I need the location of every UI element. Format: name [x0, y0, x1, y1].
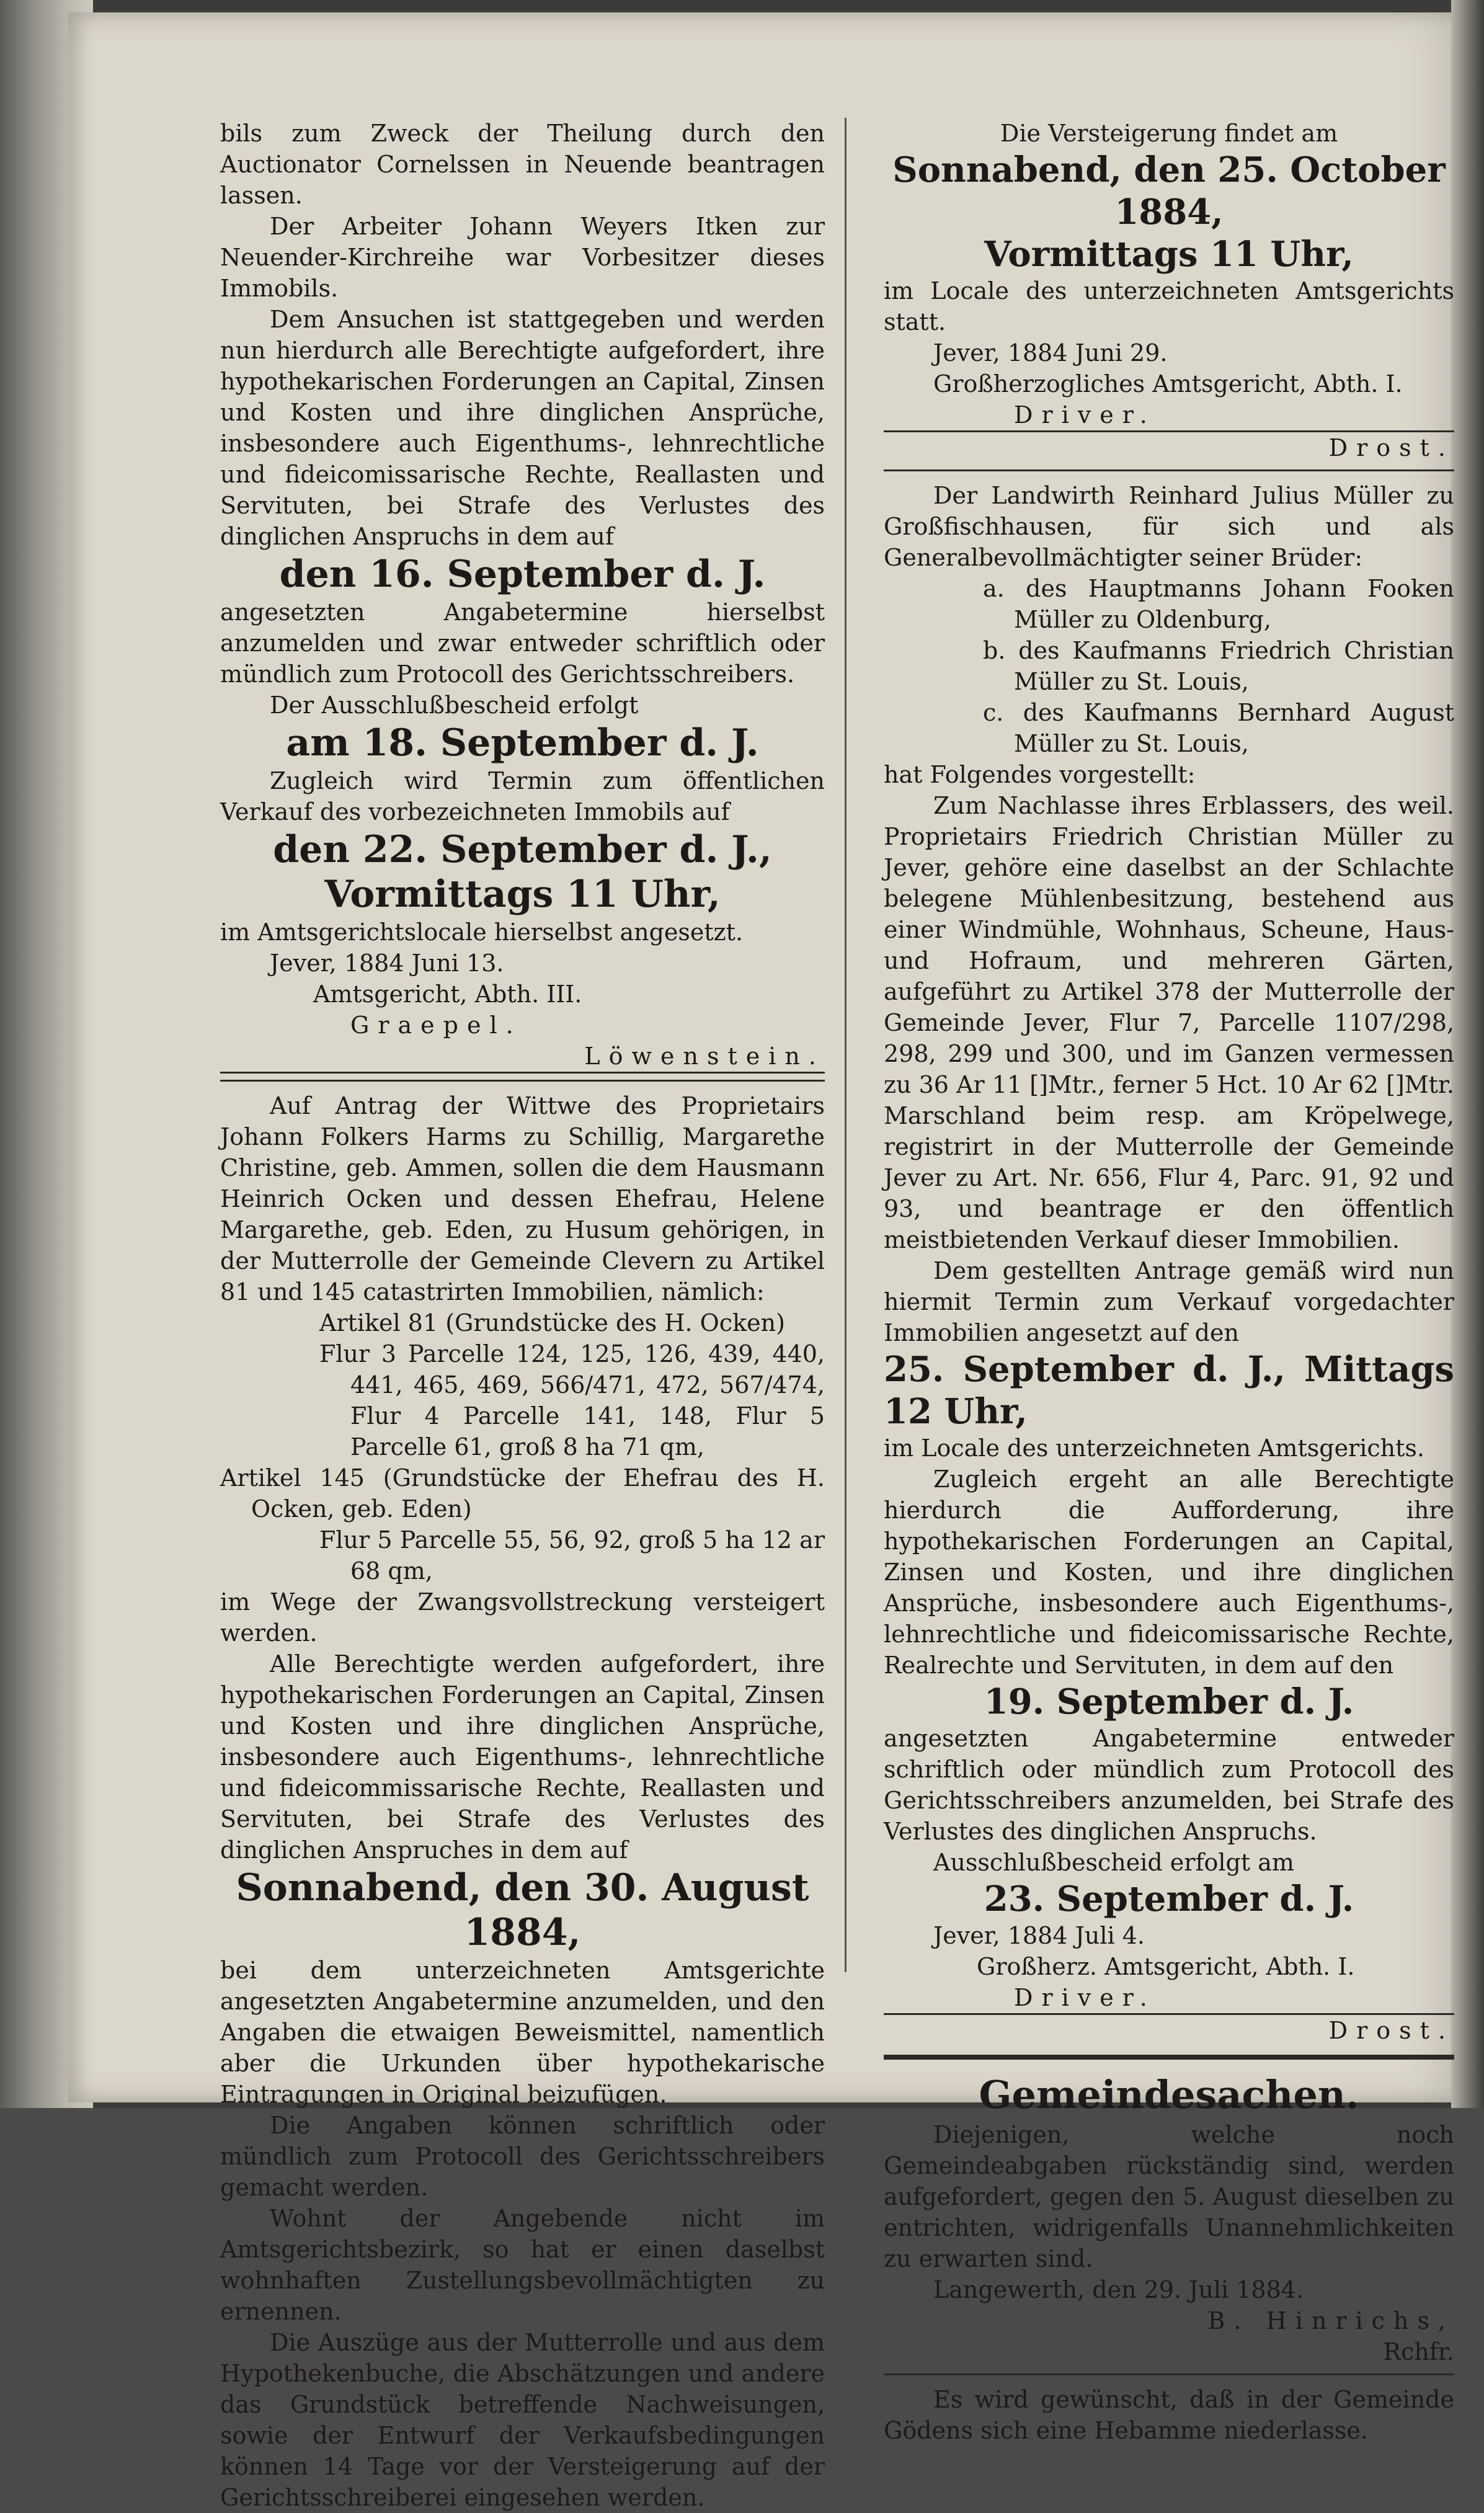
notice-divider [884, 469, 1454, 471]
paragraph: im Amtsgerichtslocale hierselbst angesetzt. [220, 918, 744, 946]
signature-clerk: Drost. [1328, 434, 1454, 461]
paragraph: Es wird gewünscht, daß in der Gemeinde Gödens sich eine Hebamme niederlasse. [884, 2386, 1454, 2444]
paragraph: Der Ausschlußbescheid erfolgt [270, 692, 639, 719]
column-rule [845, 118, 846, 1972]
headline-date: 23. September d. J. [984, 1879, 1354, 1919]
notice-hebamme [884, 2384, 1454, 2446]
notice-cornelssen [220, 118, 825, 1074]
notice-divider [220, 1080, 825, 1082]
place-date: Jever, 1884 Juni 29. [933, 339, 1168, 367]
section-gemeindesachen [884, 2071, 1454, 2367]
list-item: c. des Kaufmanns Bernhard August Müller zu St. Louis, [983, 699, 1454, 757]
paragraph: im Locale des unterzeichneten Amtsgerichts statt. [884, 277, 1454, 336]
place-date: Jever, 1884 Juni 13. [270, 950, 504, 977]
paragraph: Diejenigen, welche noch Gemeindeabgaben rückständig sind, werden aufgefordert, gegen den 5. August dieselben zu entrichten, widrigenfalls Unannehmlichkeiten zu erwarten sind. [884, 2121, 1454, 2272]
headline-date: den 16. September d. J. [279, 553, 766, 596]
paragraph: Zum Nachlasse ihres Erblassers, des weil. Proprietairs Friedrich Christian Müller zu Jever, gehöre eine daselbst an der Schlachte belegene Mühlenbesitzung, bestehend aus einer Windmühle, Wohnhaus, Scheune, Haus- und Hofraum, und mehreren Gärten, aufgeführt zu Artikel 378 der Mutterrolle der Gemeinde Jever, Flur 7, Parcelle 1107/298, 298, 299 und 300, und im Ganzen vermessen zu 36 Ar 11 []Mtr., ferner 5 Hct. 10 Ar 62 []Mtr. Marschland beim resp. am Kröpelwege, registrirt in der Mutterrolle der Gemeinde Jever zu Art. Nr. 656, Flur 4, Parc. 91, 92 und 93, und beantrage er den öffentlich meistbietenden Verkauf dieser Immobilien. [884, 792, 1454, 1253]
signature-judge: Driver. [884, 399, 1454, 432]
paragraph: Zugleich wird Termin zum öffentlichen Verkauf des vorbezeichneten Immobils auf [220, 767, 825, 825]
paragraph: Die Auszüge aus der Mutterrolle und aus dem Hypothekenbuche, die Abschätzungen und andere das Grundstück betreffende Nachweisungen, sowie der Entwurf der Verkaufsbedingungen können 14 Tage vor der Versteigerung auf der Gerichtsschreiberei eingesehen werden. [220, 2329, 825, 2511]
place-date: Langewerth, den 29. Juli 1884. [933, 2276, 1304, 2303]
notice-mueller [884, 480, 1454, 2046]
book-gutter-right [1451, 0, 1484, 2108]
paragraph: hat Folgendes vorgestellt: [884, 761, 1196, 788]
paragraph: Die Angaben können schriftlich oder mündlich zum Protocoll des Gerichtsschreibers gemacht werden. [220, 2112, 825, 2201]
paragraph: Ausschlußbescheid erfolgt am [933, 1849, 1294, 1876]
paragraph: Alle Berechtigte werden aufgefordert, ihre hypothekarischen Forderungen an Capital, Zinsen und Kosten und ihre dinglichen Ansprüche, insbesondere auch Eigenthums-, lehnrechtliche und fideicommissarische Rechte, Reallasten und Servituten, bei Strafe des Verlustes des dinglichen Anspruches in dem auf [220, 1650, 825, 1864]
parcel-article: Artikel 145 (Grundstücke der Ehefrau des H. Ocken, geb. Eden) [220, 1464, 825, 1523]
place-date: Jever, 1884 Juli 4. [933, 1922, 1145, 1949]
list-item: b. des Kaufmanns Friedrich Christian Müller zu St. Louis, [983, 637, 1454, 695]
headline-date: den 22. September d. J., [273, 828, 772, 871]
notice-divider [884, 2373, 1454, 2375]
parcel-list: Flur 5 Parcelle 55, 56, 92, groß 5 ha 12 ar 68 qm, [319, 1526, 825, 1585]
left-column [220, 118, 825, 2513]
notice-harms [220, 1090, 825, 2513]
paragraph: Auf Antrag der Wittwe des Proprietairs Johann Folkers Harms zu Schillig, Margarethe Christine, geb. Ammen, sollen die dem Hausmann Heinrich Ocken und dessen Ehefrau, Helene Margarethe, geb. Eden, zu Husum gehörigen, in der Mutterrolle der Gemeinde Clevern zu Artikel 81 und 145 catastrirten Immobilien, nämlich: [220, 1092, 825, 1305]
headline-time: Vormittags 11 Uhr, [984, 234, 1354, 275]
section-heading: Gemeindesachen. [979, 2072, 1359, 2117]
parcel-list: Flur 3 Parcelle 124, 125, 126, 439, 440, 441, 465, 469, 566/471, 472, 567/474, Flur 4 Parcelle 141, 148, Flur 5 Parcelle 61, groß 8 ha 71 qm, [319, 1340, 825, 1461]
court-name: Großherz. Amtsgericht, Abth. I. [977, 1953, 1355, 1980]
court-name: Amtsgericht, Abth. III. [313, 981, 582, 1008]
headline-date: 19. September d. J. [984, 1681, 1354, 1722]
paragraph: im Wege der Zwangsvollstreckung versteigert werden. [220, 1588, 825, 1647]
headline-date: Sonnabend, den 25. October 1884, [892, 149, 1446, 233]
right-column [884, 118, 1454, 2446]
paragraph: angesetzten Angabetermine hierselbst anzumelden und zwar entweder schriftlich oder mündlich zum Protocoll des Gerichtsschreibers. [220, 598, 825, 688]
paragraph: Der Landwirth Reinhard Julius Müller zu Großfischhausen, für sich und als Generalbevollmächtigter seiner Brüder: [884, 482, 1454, 571]
signature-judge: Graepel. [350, 1012, 522, 1039]
headline-time: Vormittags 11 Uhr, [324, 873, 721, 916]
notice-versteigerung [884, 118, 1454, 463]
paragraph: Der Arbeiter Johann Weyers Itken zur Neuender-Kirchreihe war Vorbesitzer dieses Immobils. [220, 213, 825, 302]
paragraph: Dem gestellten Antrage gemäß wird nun hiermit Termin zum Verkauf vorgedachter Immobilien angesetzt auf den [884, 1257, 1454, 1346]
paragraph: Wohnt der Angebende nicht im Amtsgerichtsbezirk, so hat er einen daselbst wohnhaften Zustellungsbevollmächtigten zu ernennen. [220, 2205, 825, 2325]
paragraph: bils zum Zweck der Theilung durch den Auctionator Cornelssen in Neuende beantragen lassen. [220, 120, 825, 209]
signature-name: B. Hinrichs, [1207, 2307, 1454, 2334]
signature-clerk: Löwenstein. [220, 1041, 825, 1074]
paragraph: Zugleich ergeht an alle Berechtigte hierdurch die Aufforderung, ihre hypothekarischen Forderungen an Capital, Zinsen und Kosten, und ihre dinglichen Ansprüche, insbesondere auch Eigenthums-, lehnrechtliche und fideicomissarische Rechte, Realrechte und Servituten, in dem auf den [884, 1466, 1454, 1679]
signature-title: Rchfr. [1383, 2338, 1454, 2365]
headline-date: am 18. September d. J. [286, 721, 759, 765]
paragraph: Dem Ansuchen ist stattgegeben und werden nun hierdurch alle Berechtigte aufgefordert, ihre hypothekarischen Forderungen an Capital, Zinsen und Kosten und ihre dinglichen Ansprüche, insbesondere auch Eigenthums-, lehnrechtliche und fideicomissarische Rechte, Reallasten und Servituten, bei Strafe des Verlustes des dinglichen Anspruchs in dem auf [220, 306, 825, 550]
headline-date: 25. September d. J., Mittags 12 Uhr, [884, 1349, 1454, 1432]
court-name: Großherzogliches Amtsgericht, Abth. I. [933, 370, 1403, 398]
parcel-article: Artikel 81 (Grundstücke des H. Ocken) [319, 1309, 785, 1337]
section-divider [884, 2055, 1454, 2060]
signature-judge: Driver. [884, 1982, 1454, 2015]
paragraph: im Locale des unterzeichneten Amtsgerichts. [884, 1434, 1424, 1462]
paragraph: angesetzten Angabetermine entweder schriftlich oder mündlich zum Protocoll des Gerichtsschreibers anzumelden, bei Strafe des Verlustes des dinglichen Anspruchs. [884, 1725, 1454, 1845]
list-item: a. des Hauptmanns Johann Fooken Müller zu Oldenburg, [983, 575, 1454, 633]
paragraph: Die Versteigerung findet am [1000, 120, 1338, 147]
signature-clerk: Drost. [1328, 2017, 1454, 2044]
paragraph: bei dem unterzeichneten Amtsgerichte angesetzten Angabetermine anzumelden, und den Angaben die etwaigen Beweismittel, namentlich aber die Urkunden über hypothekarische Eintragungen in Original beizufügen. [220, 1957, 825, 2108]
headline-date: Sonnabend, den 30. August 1884, [236, 1866, 809, 1954]
